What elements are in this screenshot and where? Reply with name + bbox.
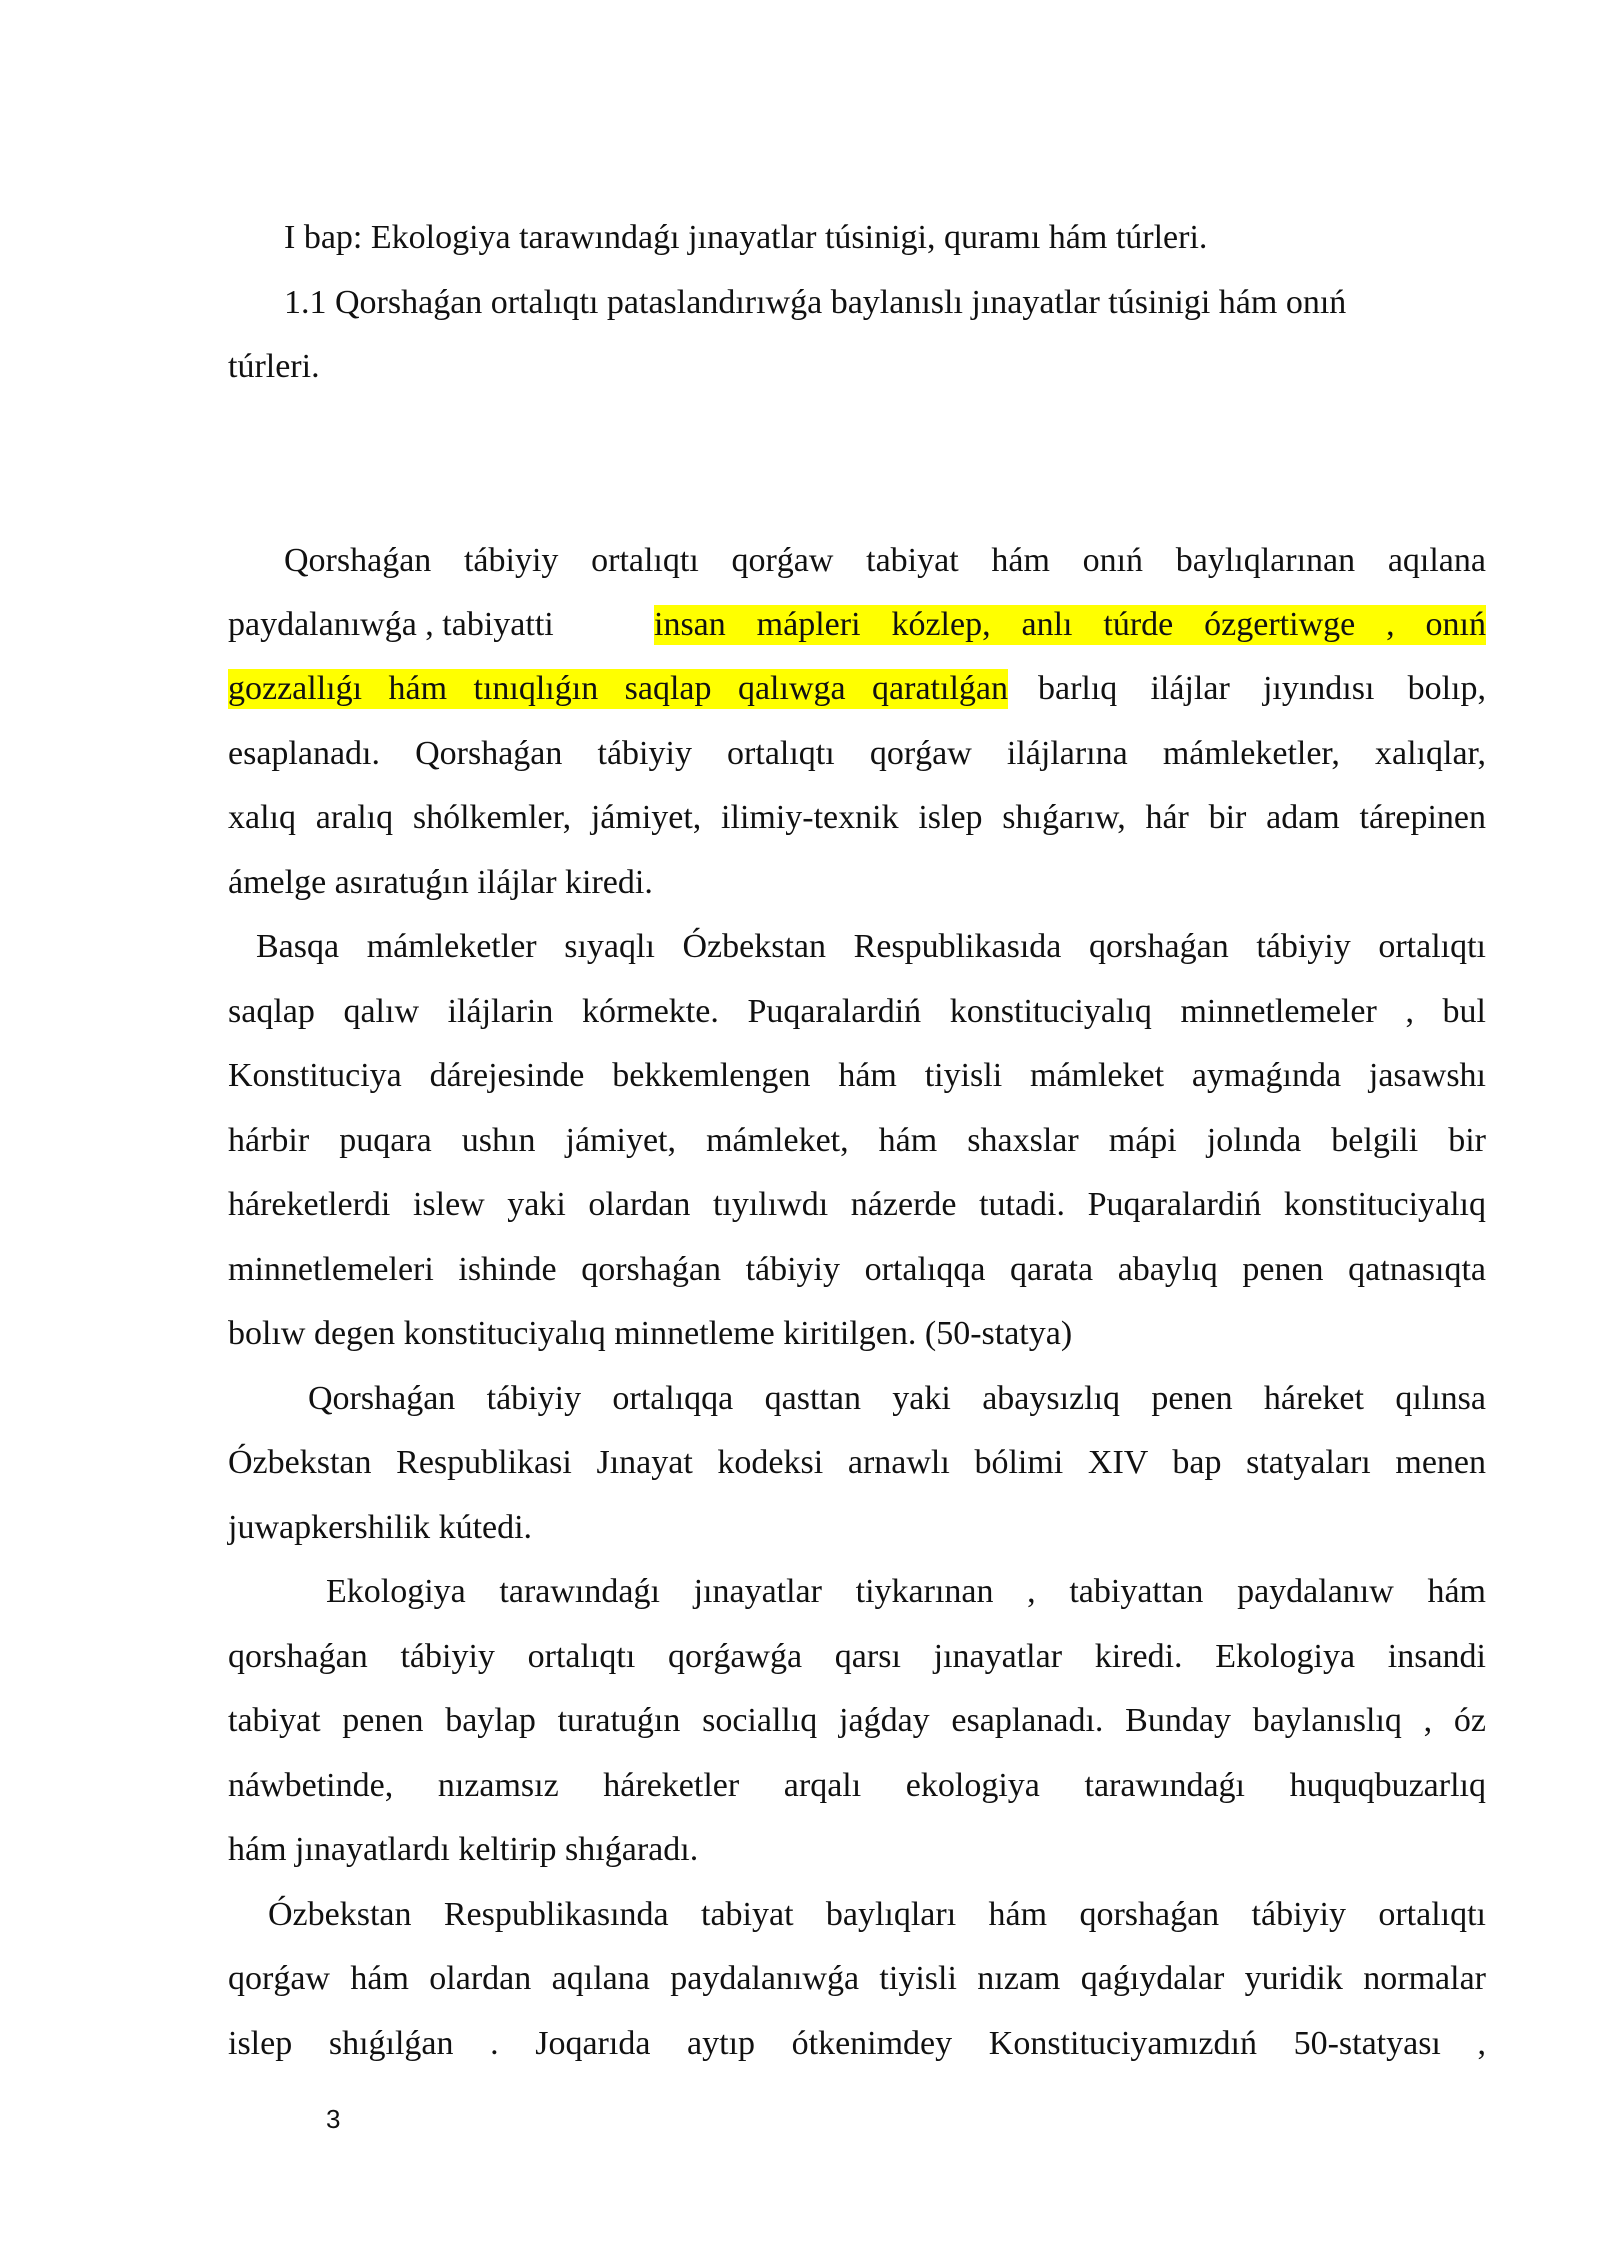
body-text: paydalanıwǵa , tabiyatti (228, 606, 554, 643)
body-line: minnetlemeleri ishinde qorshaǵan tábiyiy ortalıqqa qarata abaylıq penen qatnasıqta (228, 1251, 1486, 1288)
body-line: náwbetinde, nızamsız háreketler arqalı ekologiya tarawındaǵı huquqbuzarlıq (228, 1767, 1486, 1804)
body-line: xalıq aralıq shólkemler, jámiyet, ilimiy-texnik islep shıǵarıw, hár bir adam tárepinen (228, 799, 1486, 836)
body-line: Basqa mámleketler sıyaqlı Ózbekstan Respublikasıda qorshaǵan tábiyiy ortalıqtı (256, 928, 1486, 965)
body-line (228, 605, 1486, 645)
body-line: hárbir puqara ushın jámiyet, mámleket, hám shaxslar mápi jolında belgili bir (228, 1122, 1486, 1159)
body-line: hám jınayatlardı keltirip shıǵaradı. (228, 1831, 699, 1868)
body-line: Qorshaǵan tábiyiy ortalıqqa qasttan yaki abaysızlıq penen háreket qılınsa (308, 1380, 1486, 1417)
body-line: Konstituciya dárejesinde bekkemlengen hám tiyisli mámleket aymaǵında jasawshı (228, 1057, 1486, 1094)
section-heading-line-2: túrleri. (228, 348, 320, 385)
body-line: ámelge asıratuǵın ilájlar kiredi. (228, 864, 653, 901)
body-line: islep shıǵılǵan . Joqarıda aytıp ótkenimdey Konstituciyamızdıń 50-statyası , (228, 2025, 1486, 2062)
body-line: esaplanadı. Qorshaǵan tábiyiy ortalıqtı qorǵaw ilájlarına mámleketler, xalıqlar, (228, 735, 1486, 772)
body-line: bolıw degen konstituciyalıq minnetleme kiritilgen. (50-statya) (228, 1315, 1073, 1352)
body-line: qorǵaw hám olardan aqılana paydalanıwǵa tiyisli nızam qaǵıydalar yuridik normalar (228, 1960, 1486, 1997)
body-line: háreketlerdi islew yaki olardan tıyılıwdı názerde tutadi. Puqaralardiń konstituciyalıq (228, 1186, 1486, 1223)
body-line: juwapkershilik kútedi. (228, 1509, 533, 1546)
chapter-heading: I bap: Ekologiya tarawındaǵı jınayatlar túsinigi, quramı hám túrleri. (284, 219, 1208, 256)
highlighted-text: insan mápleri kózlep, anlı túrde ózgertiwge , onıń (654, 606, 1486, 643)
document-page (228, 0, 1486, 2262)
body-line: saqlap qalıw ilájlarin kórmekte. Puqaralardiń konstituciyalıq minnetlemeler , bul (228, 993, 1486, 1030)
body-line: Ózbekstan Respublikasi Jınayat kodeksi arnawlı bólimi XIV bap statyaları menen (228, 1444, 1486, 1481)
page-number: 3 (326, 2104, 341, 2134)
body-line: Qorshaǵan tábiyiy ortalıqtı qorǵaw tabiyat hám onıń baylıqlarınan aqılana (284, 542, 1486, 579)
body-line: Ekologiya tarawındaǵı jınayatlar tiykarınan , tabiyattan paydalanıw hám (326, 1573, 1486, 1610)
body-text: barlıq ilájlar jıyındısı bolıp, (1038, 670, 1486, 707)
highlighted-text: gozzallıǵı hám tınıqlıǵın saqlap qalıwga qaratılǵan (228, 670, 1008, 707)
section-heading-line-1: 1.1 Qorshaǵan ortalıqtı pataslandırıwǵa baylanıslı jınayatlar túsinigi hám onıń (284, 284, 1347, 321)
body-line (228, 669, 1486, 709)
body-line: tabiyat penen baylap turatuǵın sociallıq jaǵday esaplanadı. Bunday baylanıslıq , óz (228, 1702, 1486, 1739)
body-line: qorshaǵan tábiyiy ortalıqtı qorǵawǵa qarsı jınayatlar kiredi. Ekologiya insandi (228, 1638, 1486, 1675)
body-line: Ózbekstan Respublikasında tabiyat baylıqları hám qorshaǵan tábiyiy ortalıqtı (268, 1896, 1486, 1933)
